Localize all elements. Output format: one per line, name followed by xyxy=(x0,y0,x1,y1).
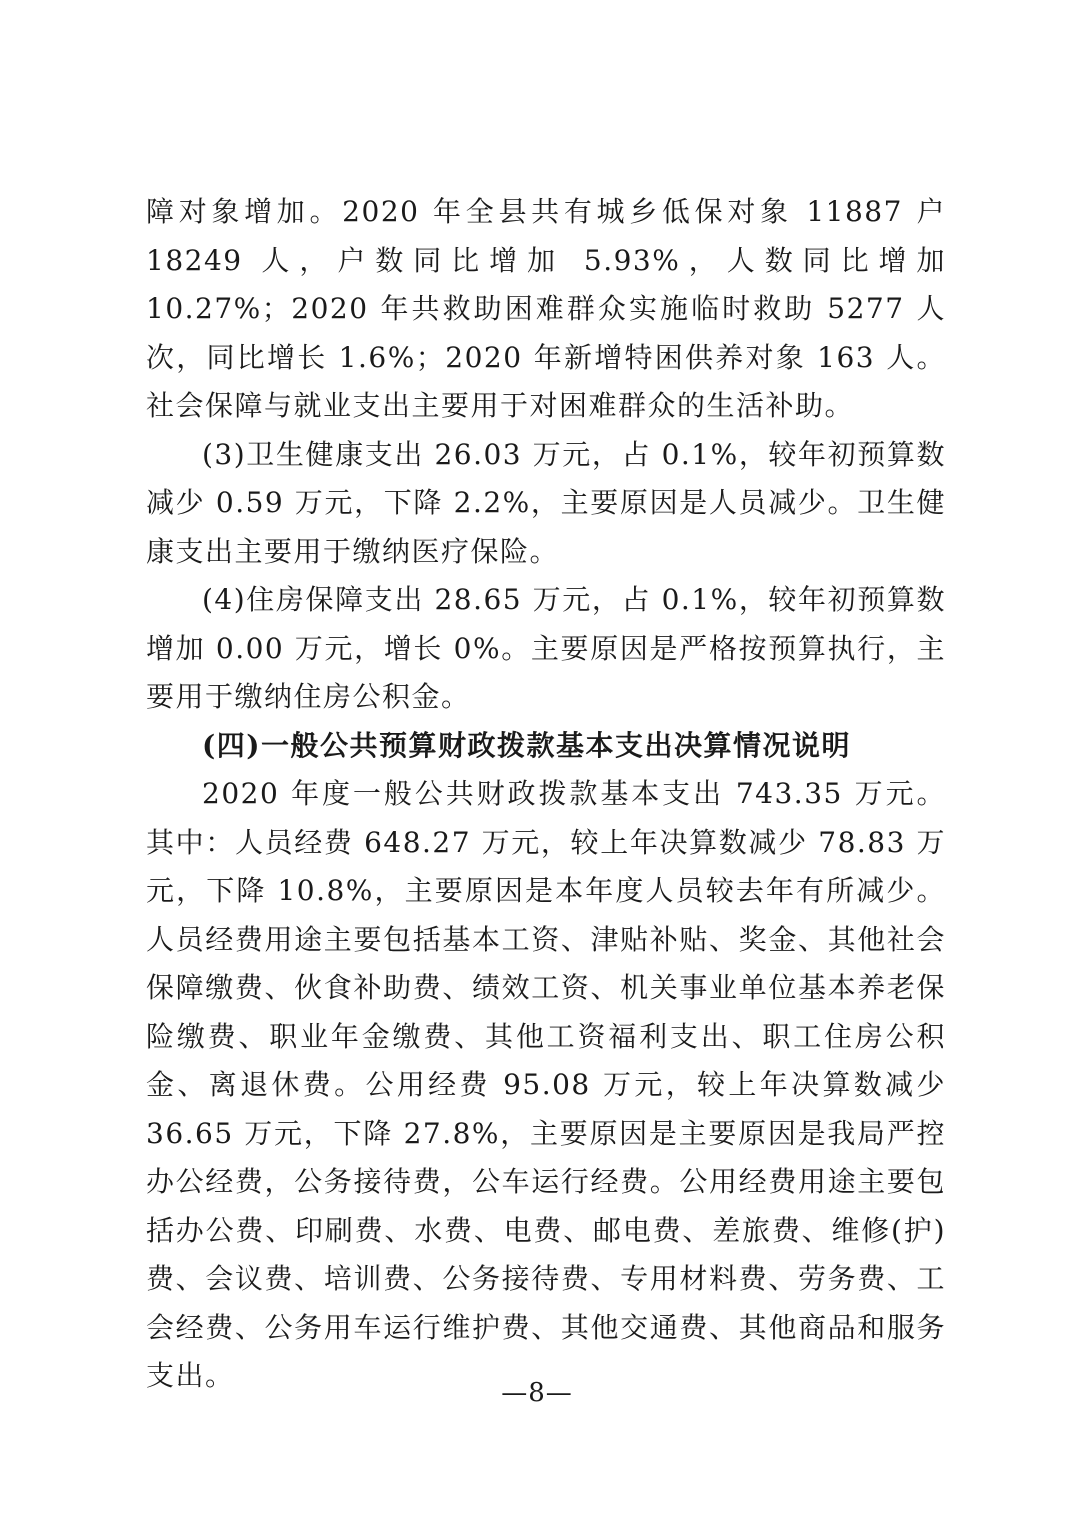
paragraph-social-security-continuation: 障对象增加。2020 年全县共有城乡低保对象 11887 户 18249 人，户数同比增加 5.93%，人数同比增加 10.27%；2020 年共救助困难群众实施临时救助 5277 人次，同比增长 1.6%；2020 年新增特困供养对象 163 人。社会保障与就业支出主要用于对困难群众的生活补助。 xyxy=(146,195,946,422)
paragraph-basic-expenditure: 2020 年度一般公共财政拨款基本支出 743.35 万元。其中：人员经费 648.27 万元，较上年决算数减少 78.83 万元，下降 10.8%，主要原因是本年度人员较去年有所减少。人员经费用途主要包括基本工资、津贴补贴、奖金、其他社会保障缴费、伙食补助费、绩效工资、机关事业单位基本养老保险缴费、职业年金缴费、其他工资福利支出、职工住房公积金、离退休费。公用经费 95.08 万元，较上年决算数减少 36.65 万元，下降 27.8%，主要原因是主要原因是我局严控办公经费，公务接待费，公车运行经费。公用经费用途主要包括办公费、印刷费、水费、电费、邮电费、差旅费、维修(护)费、会议费、培训费、公务接待费、专用材料费、劳务费、工会经费、公务用车运行维护费、其他交通费、其他商品和服务支出。 xyxy=(146,777,946,1392)
section-heading-basic-expenditure: (四)一般公共预算财政拨款基本支出决算情况说明 xyxy=(202,728,851,762)
paragraph-housing-expenditure: (4)住房保障支出 28.65 万元，占 0.1%，较年初预算数增加 0.00 万元，增长 0%。主要原因是严格按预算执行，主要用于缴纳住房公积金。 xyxy=(146,583,946,713)
page-number: —8— xyxy=(501,1378,573,1408)
document-body xyxy=(146,188,946,1401)
paragraph-health-expenditure: (3)卫生健康支出 26.03 万元，占 0.1%，较年初预算数减少 0.59 万元，下降 2.2%，主要原因是人员减少。卫生健康支出主要用于缴纳医疗保险。 xyxy=(146,437,946,568)
